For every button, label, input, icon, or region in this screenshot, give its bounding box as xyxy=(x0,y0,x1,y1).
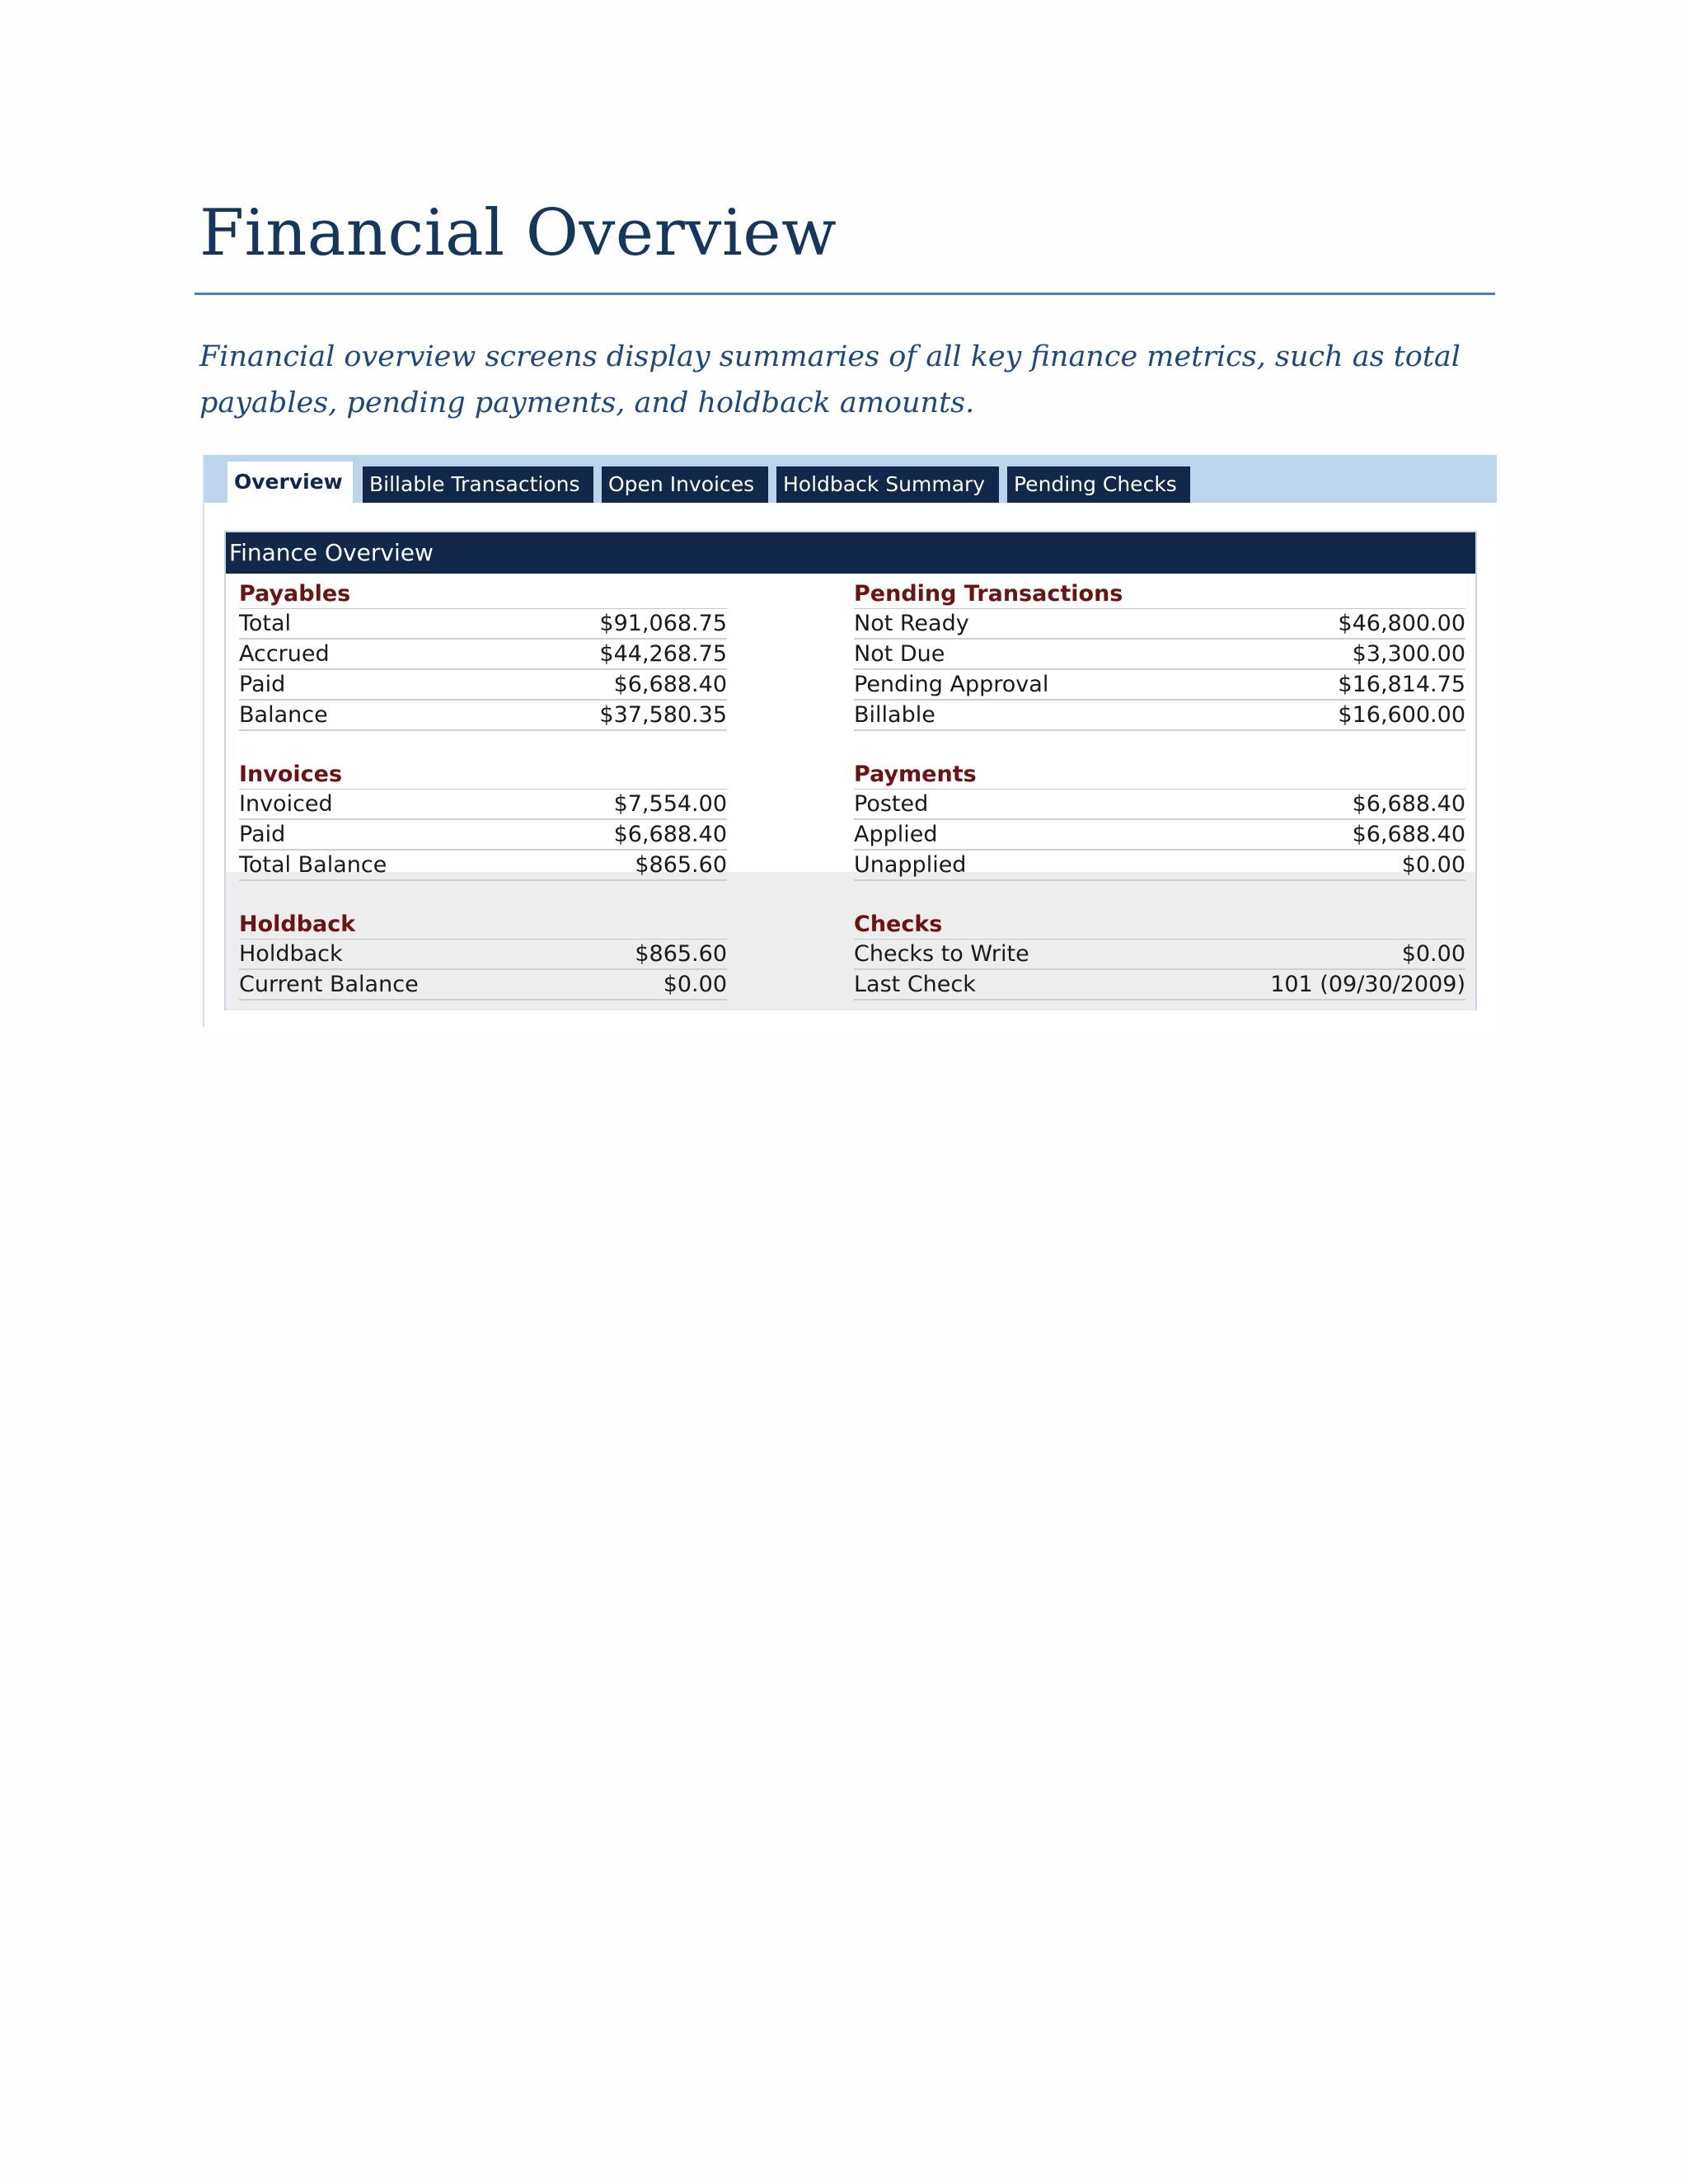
section-holdback xyxy=(239,911,727,1001)
table-row xyxy=(854,940,1465,970)
table-row xyxy=(854,820,1465,851)
row-value: $6,688.40 xyxy=(613,672,727,697)
row-value: $3,300.00 xyxy=(1352,641,1465,667)
finance-overview-panel xyxy=(224,531,1477,1010)
section-title: Invoices xyxy=(239,761,727,790)
section-title: Payables xyxy=(239,580,727,609)
section-title: Pending Transactions xyxy=(854,580,1465,609)
title-rule xyxy=(195,293,1495,295)
section-invoices xyxy=(239,761,727,881)
intro-paragraph: Financial overview screens display summaries of all key finance metrics, such as total payables, pending payments, and holdback amounts. xyxy=(199,340,1461,419)
row-value: $865.60 xyxy=(635,941,727,967)
row-label: Balance xyxy=(239,702,328,728)
row-label: Billable xyxy=(854,702,935,728)
panel-header: Finance Overview xyxy=(226,532,1475,574)
section-title: Payments xyxy=(854,761,1465,790)
table-row xyxy=(854,851,1465,881)
tab-billable-transactions[interactable]: Billable Transactions xyxy=(363,466,593,503)
page-title: Financial Overview xyxy=(199,196,837,270)
row-label: Total xyxy=(239,611,292,636)
section-payments xyxy=(854,761,1465,881)
table-row xyxy=(854,790,1465,820)
tab-open-invoices[interactable]: Open Invoices xyxy=(602,466,768,503)
row-label: Not Ready xyxy=(854,611,969,636)
section-title: Checks xyxy=(854,911,1465,940)
row-label: Unapplied xyxy=(854,852,967,878)
row-label: Last Check xyxy=(854,972,976,997)
table-row xyxy=(854,670,1465,701)
row-value: $6,688.40 xyxy=(1352,791,1465,817)
row-label: Not Due xyxy=(854,641,945,667)
row-value: $16,600.00 xyxy=(1338,702,1465,728)
row-value: $44,268.75 xyxy=(599,641,727,667)
tab-bar xyxy=(204,455,1497,503)
row-label: Holdback xyxy=(239,941,343,967)
tab-pending-checks[interactable]: Pending Checks xyxy=(1007,466,1190,503)
table-row xyxy=(239,640,727,670)
row-value: $91,068.75 xyxy=(599,611,727,636)
row-value: $0.00 xyxy=(1401,852,1465,878)
table-row xyxy=(239,851,727,881)
tab-overview[interactable]: Overview xyxy=(227,462,353,503)
table-row xyxy=(239,790,727,820)
row-value: $7,554.00 xyxy=(613,791,727,817)
row-label: Invoiced xyxy=(239,791,333,817)
row-label: Posted xyxy=(854,791,929,817)
table-row xyxy=(239,970,727,1001)
row-label: Pending Approval xyxy=(854,672,1049,697)
section-title: Holdback xyxy=(239,911,727,940)
table-row xyxy=(239,940,727,970)
row-value: 101 (09/30/2009) xyxy=(1270,972,1465,997)
right-column xyxy=(854,580,1465,1001)
table-row xyxy=(239,701,727,731)
table-row xyxy=(854,640,1465,670)
row-value: $0.00 xyxy=(663,972,727,997)
row-value: $865.60 xyxy=(635,852,727,878)
row-value: $6,688.40 xyxy=(1352,822,1465,847)
row-label: Paid xyxy=(239,822,286,847)
row-value: $0.00 xyxy=(1401,941,1465,967)
table-row xyxy=(239,670,727,701)
row-value: $16,814.75 xyxy=(1338,672,1465,697)
row-value: $6,688.40 xyxy=(613,822,727,847)
section-payables xyxy=(239,580,727,731)
row-value: $46,800.00 xyxy=(1338,611,1465,636)
row-label: Accrued xyxy=(239,641,330,667)
row-label: Applied xyxy=(854,822,938,847)
row-label: Checks to Write xyxy=(854,941,1029,967)
table-row xyxy=(854,609,1465,640)
row-value: $37,580.35 xyxy=(599,702,727,728)
table-row xyxy=(239,609,727,640)
row-label: Current Balance xyxy=(239,972,419,997)
table-row xyxy=(239,820,727,851)
tab-holdback-summary[interactable]: Holdback Summary xyxy=(776,466,999,503)
table-row xyxy=(854,970,1465,1001)
section-checks xyxy=(854,911,1465,1001)
table-row xyxy=(854,701,1465,731)
finance-screenshot xyxy=(203,455,1497,1027)
left-column xyxy=(239,580,727,1001)
row-label: Paid xyxy=(239,672,286,697)
section-pending-transactions xyxy=(854,580,1465,731)
row-label: Total Balance xyxy=(239,852,387,878)
